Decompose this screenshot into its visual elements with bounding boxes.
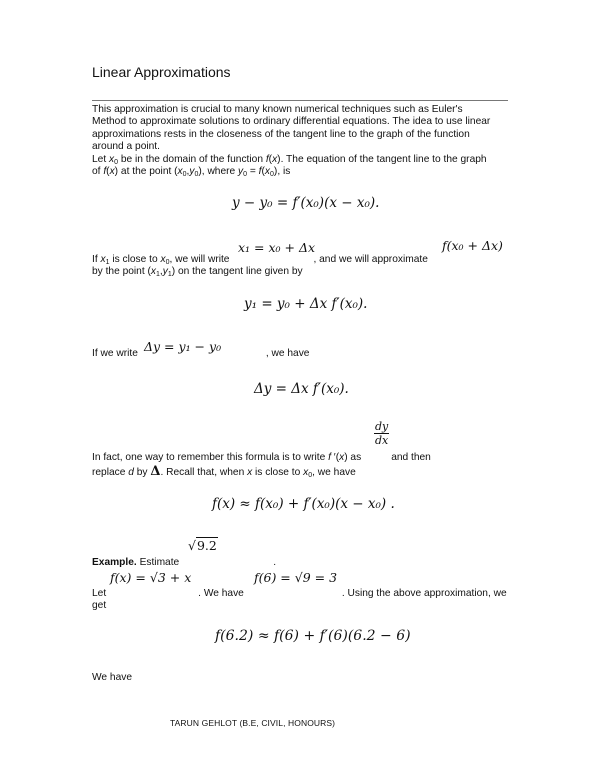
equation-f6-2-approx: f(6.2) ≈ f(6) + f′(6)(6.2 − 6) xyxy=(215,628,411,644)
remember-line-2: replace d by Δ. Recall that, when x is close to $x_0$, we have xyxy=(92,464,356,480)
equation-x1-def: x₁ = x₀ + Δx xyxy=(238,240,316,255)
sqrt-9-2: √9.2 xyxy=(188,538,217,553)
equation-f-x0-plus-dx: f(x₀ + Δx) xyxy=(442,238,503,253)
title-divider xyxy=(92,100,508,101)
close-paragraph xyxy=(92,254,428,279)
equation-dy-def: Δy = y₁ − y₀ xyxy=(144,339,222,354)
intro-paragraph xyxy=(92,104,490,178)
page-title: Linear Approximations xyxy=(92,64,231,80)
intro-line-3: approximations rests in the closeness of the tangent line to the graph of the function xyxy=(92,128,470,140)
close-line-1: If $x_1$ is close to $x_0$, we will write , and we will approximate xyxy=(92,254,428,266)
equation-f6: f(6) = √9 = 3 xyxy=(254,570,338,585)
example-line: Example. Estimate . xyxy=(92,557,277,568)
we-have-text: We have xyxy=(92,672,133,683)
equation-f-def: f(x) = √3 + x xyxy=(110,570,192,585)
let-example-line-2: get xyxy=(92,600,107,612)
intro-line-1: This approximation is crucial to many known numerical techniques such as Euler's xyxy=(92,104,463,115)
close-line-2: by the point $(x_1,y_1)$ on the tangent line given by xyxy=(92,266,303,279)
let-example-line-1: Let . We have . Using the above approximation, we xyxy=(92,588,507,599)
footer-author: TARUN GEHLOT (B.E, CIVIL, HONOURS) xyxy=(170,718,336,728)
remember-paragraph xyxy=(92,452,431,480)
let-line-1: Let $x_0$ be in the domain of the function f(x). The equation of the tangent line to the graph xyxy=(92,153,487,166)
example-label: Example. xyxy=(92,557,137,568)
equation-tangent-line: y − y₀ = f′(x₀)(x − x₀). xyxy=(232,195,380,211)
equation-linear-approx: f(x) ≈ f(x₀) + f′(x₀)(x − x₀) . xyxy=(212,496,395,512)
fraction-dy-dx: $\frac{dy}{dx}$ xyxy=(375,420,389,447)
equation-y1: y₁ = y₀ + Δx f′(x₀). xyxy=(244,296,368,312)
let-example-paragraph xyxy=(92,588,507,613)
write-paragraph: If we write , we have xyxy=(92,348,310,359)
remember-line-1: In fact, one way to remember this formula is to write f ′(x) as and then xyxy=(92,452,431,463)
intro-line-2: Method to approximate solutions to ordinary differential equations. The idea to use linear xyxy=(92,116,491,128)
let-line-2: of f(x) at the point $(x_0,y_0)$, where $y_0 = f(x_0)$, is xyxy=(92,166,291,179)
equation-dy-approx: Δy = Δx f′(x₀). xyxy=(254,381,349,397)
intro-line-4: around a point. xyxy=(92,141,160,153)
